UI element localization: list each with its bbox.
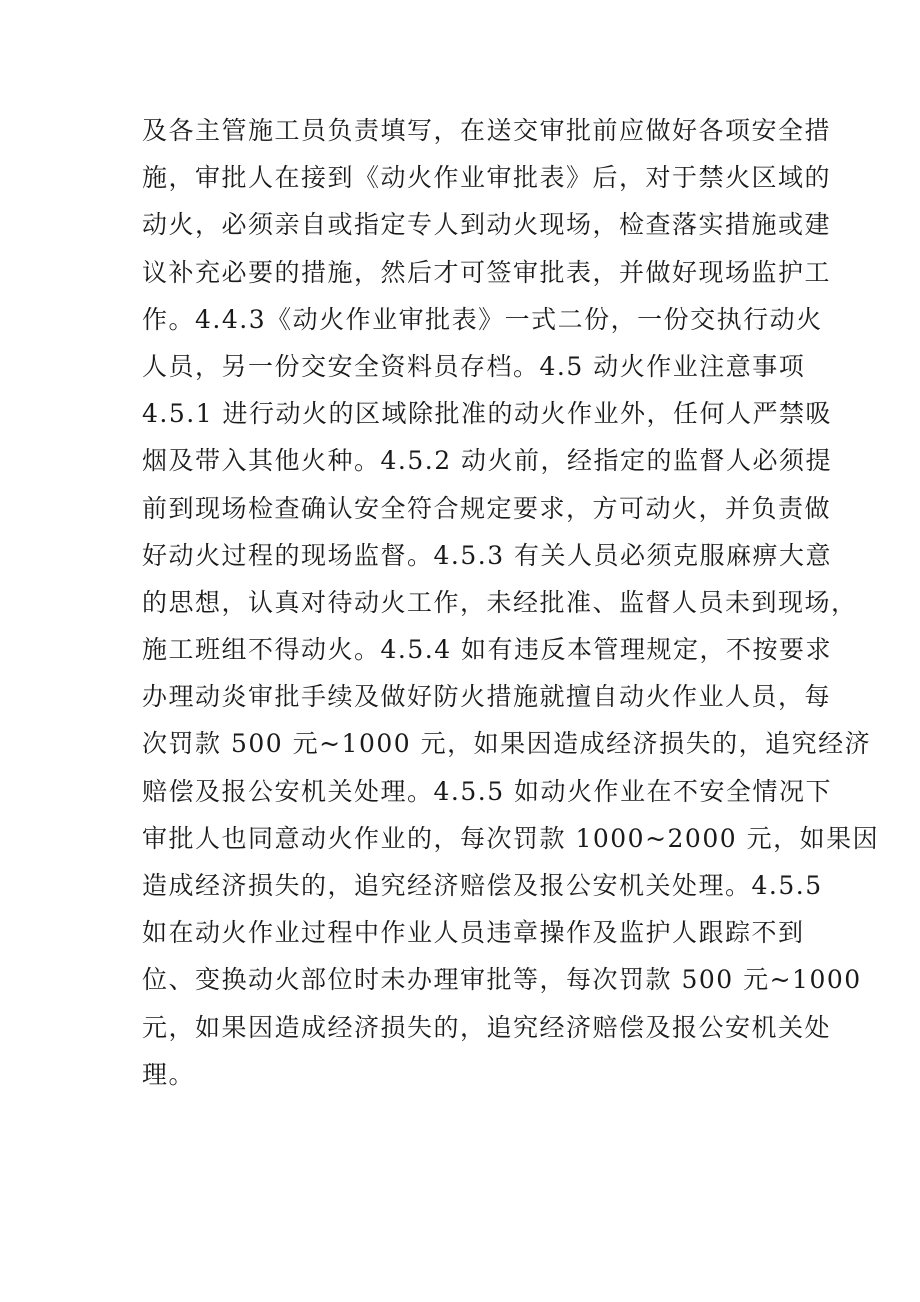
text-line-12: 施工班组不得动火。4.5.4 如有违反本管理规定，不按要求: [142, 635, 833, 665]
text-line-8: 烟及带入其他火种。4.5.2 动火前，经指定的监督人必须提: [142, 446, 833, 476]
text-line-21: 理。: [142, 1059, 196, 1089]
text-line-16: 审批人也同意动火作业的，每次罚款 1000~2000 元，如果因: [142, 823, 880, 853]
text-line-13: 办理动炎审批手续及做好防火措施就擅自动火作业人员，每: [142, 682, 832, 712]
text-line-3: 动火，必须亲自或指定专人到动火现场，检查落实措施或建: [142, 210, 832, 240]
text-line-10: 好动火过程的现场监督。4.5.3 有关人员必须克服麻痹大意: [142, 540, 833, 570]
text-line-5: 作。4.4.3《动火作业审批表》一式二份，一份交执行动火: [142, 304, 823, 334]
text-line-17: 造成经济损失的，追究经济赔偿及报公安机关处理。4.5.5: [142, 871, 823, 900]
text-line-11: 的思想，认真对待动火工作，未经批准、监督人员未到现场，: [142, 587, 858, 617]
text-line-2: 施，审批人在接到《动火作业审批表》后，对于禁火区域的: [142, 163, 832, 193]
text-line-20: 元，如果因造成经济损失的，追究经济赔偿及报公安机关处: [142, 1012, 832, 1042]
text-line-9: 前到现场检查确认安全符合规定要求，方可动火，并负责做: [142, 493, 832, 523]
body-paragraph: [142, 107, 880, 1098]
text-line-6: 人员，另一份交安全资料员存档。4.5 动火作业注意事项: [142, 351, 806, 381]
text-line-4: 议补充必要的措施，然后才可签审批表，并做好现场监护工: [142, 257, 832, 287]
text-line-1: 及各主管施工员负责填写，在送交审批前应做好各项安全措: [142, 116, 832, 145]
text-line-18: 如在动火作业过程中作业人员违章操作及监护人跟踪不到: [142, 918, 805, 948]
text-line-15: 赔偿及报公安机关处理。4.5.5 如动火作业在不安全情况下: [142, 776, 833, 806]
text-line-7: 4.5.1 进行动火的区域除批准的动火作业外，任何人严禁吸: [142, 399, 833, 429]
text-line-19: 位、变换动火部位时未办理审批等，每次罚款 500 元~1000: [142, 965, 862, 995]
text-line-14: 次罚款 500 元~1000 元，如果因造成经济损失的，追究经济: [142, 729, 872, 759]
